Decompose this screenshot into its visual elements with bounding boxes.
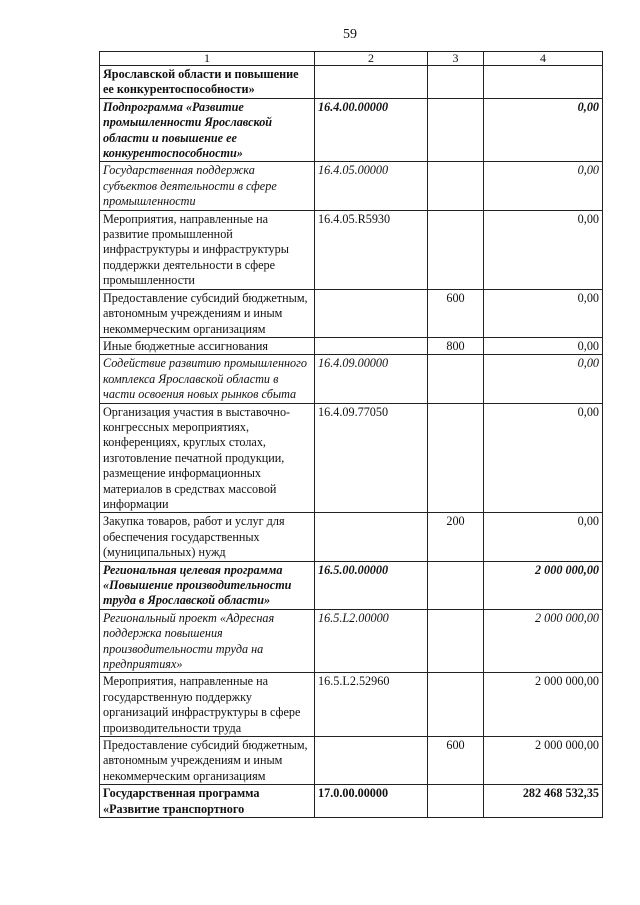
row-code-cell: 16.4.05.R5930 bbox=[315, 210, 428, 289]
row-name-cell: Закупка товаров, работ и услуг для обеспечения государственных (муниципальных) нужд bbox=[100, 513, 315, 561]
table-row bbox=[100, 210, 603, 289]
row-group-cell bbox=[428, 609, 484, 673]
row-amount-cell: 0,00 bbox=[484, 210, 603, 289]
row-group-cell bbox=[428, 403, 484, 513]
row-amount-cell: 0,00 bbox=[484, 289, 603, 337]
column-header: 1 bbox=[100, 52, 315, 66]
row-amount-cell: 0,00 bbox=[484, 513, 603, 561]
table-row bbox=[100, 785, 603, 818]
column-header: 2 bbox=[315, 52, 428, 66]
row-code-cell bbox=[315, 289, 428, 337]
row-group-cell bbox=[428, 673, 484, 737]
column-header: 3 bbox=[428, 52, 484, 66]
row-code-cell bbox=[315, 513, 428, 561]
row-name-cell: Государственная программа «Развитие транспортного bbox=[100, 785, 315, 818]
table-row bbox=[100, 403, 603, 513]
row-code-cell: 16.5.L2.52960 bbox=[315, 673, 428, 737]
table-row bbox=[100, 162, 603, 210]
row-name-cell: Иные бюджетные ассигнования bbox=[100, 337, 315, 354]
row-amount-cell: 2 000 000,00 bbox=[484, 673, 603, 737]
row-name-cell: Предоставление субсидий бюджетным, автономным учреждениям и иным некоммерческим организациям bbox=[100, 289, 315, 337]
table-row bbox=[100, 289, 603, 337]
row-group-cell: 600 bbox=[428, 737, 484, 785]
row-amount-cell: 282 468 532,35 bbox=[484, 785, 603, 818]
row-code-cell: 16.5.L2.00000 bbox=[315, 609, 428, 673]
row-group-cell: 200 bbox=[428, 513, 484, 561]
column-header: 4 bbox=[484, 52, 603, 66]
row-code-cell: 16.5.00.00000 bbox=[315, 561, 428, 609]
row-group-cell bbox=[428, 162, 484, 210]
row-code-cell bbox=[315, 66, 428, 99]
row-code-cell: 17.0.00.00000 bbox=[315, 785, 428, 818]
row-name-cell: Содействие развитию промышленного комплекса Ярославской области в части освоения новых рынков сбыта bbox=[100, 355, 315, 403]
row-group-cell bbox=[428, 98, 484, 162]
row-amount-cell: 0,00 bbox=[484, 162, 603, 210]
row-name-cell: Организация участия в выставочно-конгрессных мероприятиях, конференциях, круглых столах, изготовление печатной продукции, размещение информационных материалов в средствах массовой информации bbox=[100, 403, 315, 513]
table-row bbox=[100, 66, 603, 99]
row-code-cell: 16.4.00.00000 bbox=[315, 98, 428, 162]
table-row bbox=[100, 98, 603, 162]
table-row bbox=[100, 673, 603, 737]
row-name-cell: Региональный проект «Адресная поддержка повышения производительности труда на предприятиях» bbox=[100, 609, 315, 673]
row-amount-cell: 0,00 bbox=[484, 98, 603, 162]
row-name-cell: Ярославской области и повышение ее конкурентоспособности» bbox=[100, 66, 315, 99]
row-name-cell: Предоставление субсидий бюджетным, автономным учреждениям и иным некоммерческим организациям bbox=[100, 737, 315, 785]
row-code-cell: 16.4.09.00000 bbox=[315, 355, 428, 403]
row-code-cell: 16.4.05.00000 bbox=[315, 162, 428, 210]
row-amount-cell: 2 000 000,00 bbox=[484, 737, 603, 785]
row-group-cell bbox=[428, 785, 484, 818]
row-group-cell bbox=[428, 355, 484, 403]
table-row bbox=[100, 609, 603, 673]
table-row bbox=[100, 737, 603, 785]
table-row bbox=[100, 561, 603, 609]
row-name-cell: Мероприятия, направленные на государственную поддержку организаций инфраструктуры в сфере производительности труда bbox=[100, 673, 315, 737]
row-name-cell: Государственная поддержка субъектов деятельности в сфере промышленности bbox=[100, 162, 315, 210]
row-amount-cell: 2 000 000,00 bbox=[484, 609, 603, 673]
row-code-cell bbox=[315, 337, 428, 354]
table-row bbox=[100, 355, 603, 403]
row-amount-cell: 0,00 bbox=[484, 355, 603, 403]
row-amount-cell: 0,00 bbox=[484, 337, 603, 354]
row-group-cell: 600 bbox=[428, 289, 484, 337]
page-number: 59 bbox=[343, 27, 357, 42]
row-amount-cell: 0,00 bbox=[484, 403, 603, 513]
table-row bbox=[100, 513, 603, 561]
row-group-cell bbox=[428, 66, 484, 99]
row-name-cell: Мероприятия, направленные на развитие промышленной инфраструктуры и инфраструктуры поддержки деятельности в сфере промышленности bbox=[100, 210, 315, 289]
row-group-cell: 800 bbox=[428, 337, 484, 354]
table-header-row bbox=[100, 52, 603, 66]
table-row bbox=[100, 337, 603, 354]
row-code-cell: 16.4.09.77050 bbox=[315, 403, 428, 513]
row-name-cell: Региональная целевая программа «Повышение производительности труда в Ярославской области» bbox=[100, 561, 315, 609]
budget-table bbox=[99, 51, 603, 818]
row-amount-cell bbox=[484, 66, 603, 99]
row-amount-cell: 2 000 000,00 bbox=[484, 561, 603, 609]
row-group-cell bbox=[428, 561, 484, 609]
row-code-cell bbox=[315, 737, 428, 785]
row-group-cell bbox=[428, 210, 484, 289]
row-name-cell: Подпрограмма «Развитие промышленности Ярославской области и повышение ее конкурентоспособности» bbox=[100, 98, 315, 162]
